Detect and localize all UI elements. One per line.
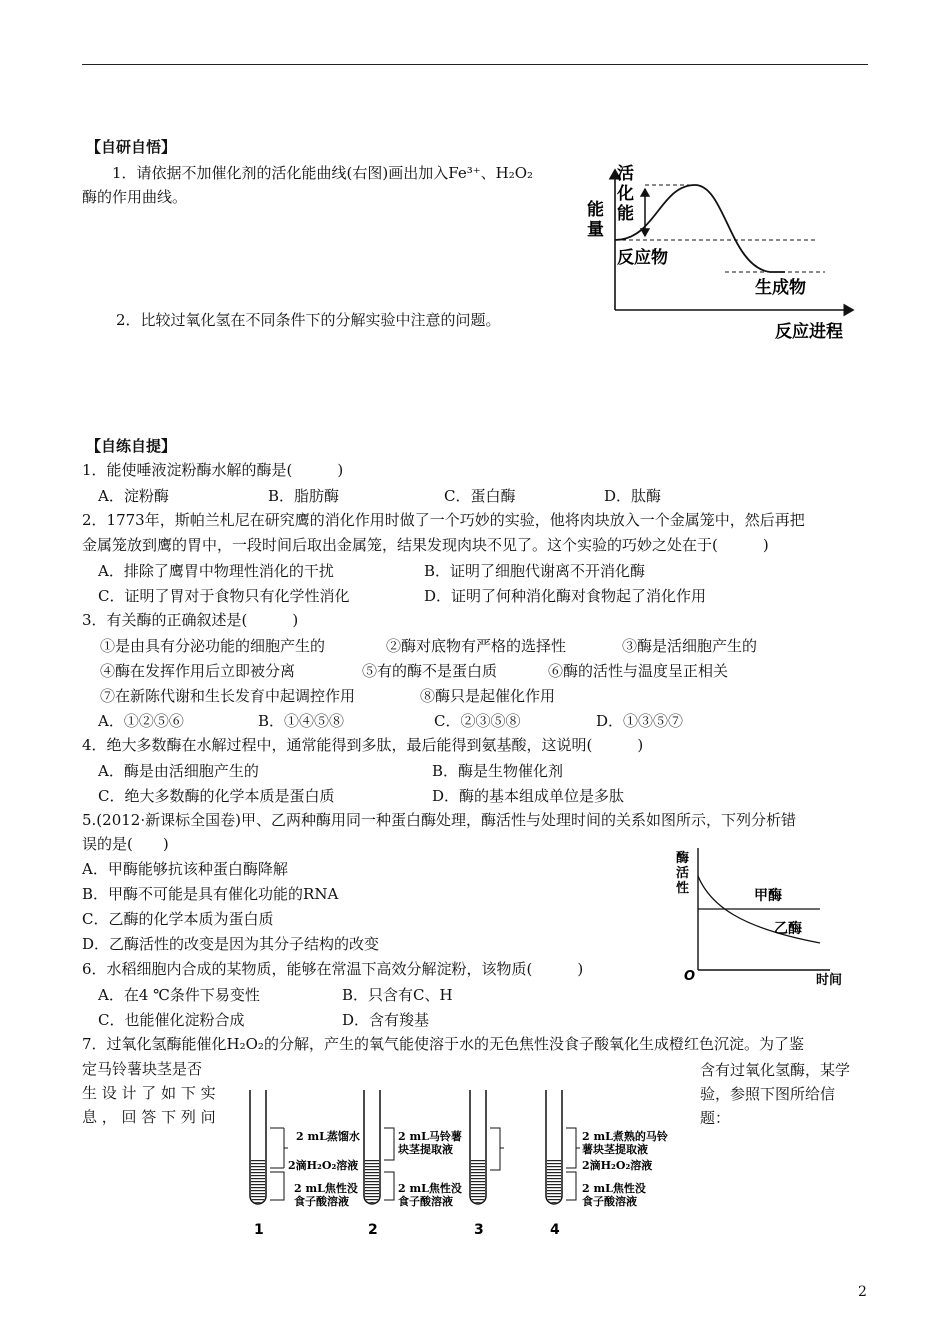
q1-option-c: C．蛋白酶 (444, 487, 516, 505)
q4-option-a: A．酶是由活细胞产生的 (98, 762, 259, 780)
label-reactant: 反应物 (617, 248, 668, 268)
tube1-label-a: 2 mL蒸馏水 (296, 1130, 360, 1143)
ylabel-activity-2: 活 (676, 866, 690, 881)
page-number: 2 (858, 1284, 867, 1300)
tube2-number: 2 (368, 1222, 378, 1238)
q3-option-b: B．①④⑤⑧ (258, 712, 345, 730)
ylabel-activation: 活化能 (617, 164, 634, 224)
q7-right-2: 验，参照下图所给信 (700, 1085, 836, 1103)
header-rule (82, 64, 868, 65)
tube1-number: 1 (254, 1222, 264, 1238)
xlabel-progress: 反应进程 (775, 322, 843, 342)
q4-option-d: D．酶的基本组成单位是多肽 (432, 787, 625, 805)
q6-option-c: C．也能催化淀粉合成 (98, 1011, 245, 1029)
q6-stem: 6．水稻细胞内合成的某物质，能够在常温下高效分解淀粉，该物质( ) (82, 960, 584, 978)
tube2-label-c1: 2 mL焦性没 (398, 1182, 462, 1195)
q3-statement-2: ②酶对底物有严格的选择性 (386, 637, 567, 655)
tube4-label-c1: 2 mL焦性没 (582, 1182, 646, 1195)
q7-left-2: 生 设 计 了 如 下 实 (82, 1084, 216, 1102)
q3-statement-3: ③酶是活细胞产生的 (622, 637, 758, 655)
test-tube-3 (470, 1090, 504, 1204)
test-tube-1 (250, 1090, 288, 1204)
q4-stem: 4．绝大多数酶在水解过程中，通常能得到多肽，最后能得到氨基酸，这说明( ) (82, 736, 644, 754)
tube2-label-c2: 食子酸溶液 (398, 1195, 453, 1208)
q2-option-c: C．证明了胃对于食物只有化学性消化 (98, 587, 350, 605)
test-tubes-diagram (238, 1088, 698, 1238)
q2-option-d: D．证明了何种消化酶对食物起了消化作用 (424, 587, 707, 605)
xlabel-time: 时间 (816, 973, 843, 988)
ylabel-energy: 能量 (587, 200, 604, 240)
q2-line1: 2．1773年，斯帕兰札尼在研究鹰的消化作用时做了一个巧妙的实验，他将肉块放入一个金属笼中，然后再把 (82, 511, 805, 529)
q2-option-b: B．证明了细胞代谢离不开消化酶 (424, 562, 646, 580)
q7-right-1: 含有过氧化氢酶，某学 (700, 1061, 851, 1079)
q2-option-a: A．排除了鹰胃中物理性消化的干扰 (98, 562, 334, 580)
q3-statement-6: ⑥酶的活性与温度呈正相关 (548, 662, 729, 680)
label-jia-enzyme: 甲酶 (754, 888, 782, 904)
ziyan-q1-line2: 酶的作用曲线。 (82, 188, 188, 206)
test-tube-2 (364, 1090, 394, 1204)
tube2-label-a2: 块茎提取液 (398, 1143, 453, 1156)
activation-energy-chart (585, 155, 865, 345)
tube4-label-b: 2滴H₂O₂溶液 (582, 1159, 653, 1172)
q3-stem: 3．有关酶的正确叙述是( ) (82, 611, 299, 629)
q6-option-d: D．含有羧基 (342, 1011, 430, 1029)
enzyme-activity-chart (670, 840, 860, 988)
origin-label: O (684, 969, 696, 984)
q5-option-c: C．乙酶的化学本质为蛋白质 (82, 910, 274, 928)
q5-line2: 误的是( ) (82, 835, 169, 853)
label-product: 生成物 (755, 278, 806, 298)
q1-option-a: A．淀粉酶 (98, 487, 169, 505)
q2-line2: 金属笼放到鹰的胃中，一段时间后取出金属笼，结果发现肉块不见了。这个实验的巧妙之处在于( ) (82, 536, 769, 554)
tube4-label-a1: 2 mL煮熟的马铃 (582, 1130, 668, 1143)
q4-option-b: B．酶是生物催化剂 (432, 762, 564, 780)
q5-line1: 5.(2012·新课标全国卷)甲、乙两种酶用同一种蛋白酶处理，酶活性与处理时间的关系如图所示，下列分析错 (82, 811, 796, 829)
q5-option-b: B．甲酶不可能是具有催化功能的RNA (82, 885, 339, 903)
tube2-label-a1: 2 mL马铃薯 (398, 1130, 462, 1143)
tube4-number: 4 (550, 1222, 560, 1238)
q6-option-b: B．只含有C、H (342, 986, 453, 1004)
q4-option-c: C．绝大多数酶的化学本质是蛋白质 (98, 787, 335, 805)
q3-statement-7: ⑦在新陈代谢和生长发育中起调控作用 (100, 687, 356, 705)
q3-option-c: C．②③⑤⑧ (434, 712, 521, 730)
tube1-label-b: 2滴H₂O₂溶液 (288, 1159, 359, 1172)
section-title-zilian: 【自练自提】 (86, 437, 177, 455)
ylabel-activity-3: 性 (676, 881, 690, 896)
tube1-label-c1: 2 mL焦性没 (294, 1182, 358, 1195)
tube3-number: 3 (474, 1222, 484, 1238)
q5-option-d: D．乙酶活性的改变是因为其分子结构的改变 (82, 935, 380, 953)
tube4-label-c2: 食子酸溶液 (582, 1195, 637, 1208)
label-yi-enzyme: 乙酶 (774, 921, 802, 937)
q7-left-3: 息 ， 回 答 下 列 问 (82, 1108, 216, 1126)
q5-option-a: A．甲酶能够抗该种蛋白酶降解 (82, 860, 288, 878)
ziyan-q2: 2．比较过氧化氢在不同条件下的分解实验中注意的问题。 (116, 311, 501, 329)
q3-option-a: A．①②⑤⑥ (98, 712, 184, 730)
q7-right-3: 题： (700, 1109, 731, 1127)
tube4-label-a2: 薯块茎提取液 (582, 1143, 648, 1156)
q7-left-1: 定马铃薯块茎是否 (82, 1060, 203, 1078)
ziyan-q1-line1: 1．请依据不加催化剂的活化能曲线(右图)画出加入Fe³⁺、H₂O₂ (112, 164, 534, 182)
q1-option-b: B．脂肪酶 (268, 487, 340, 505)
q6-option-a: A．在4 ℃条件下易变性 (98, 986, 260, 1004)
q3-statement-4: ④酶在发挥作用后立即被分离 (100, 662, 296, 680)
q1-option-d: D．肽酶 (604, 487, 662, 505)
section-title-ziyan: 【自研自悟】 (86, 138, 177, 156)
q3-statement-8: ⑧酶只是起催化作用 (420, 687, 556, 705)
q1-stem: 1．能使唾液淀粉酶水解的酶是( ) (82, 461, 344, 479)
tube1-label-c2: 食子酸溶液 (294, 1195, 349, 1208)
test-tube-4 (546, 1090, 580, 1204)
q3-statement-5: ⑤有的酶不是蛋白质 (362, 662, 498, 680)
q3-statement-1: ①是由具有分泌功能的细胞产生的 (100, 637, 326, 655)
q7-line1: 7．过氧化氢酶能催化H₂O₂的分解，产生的氧气能使溶于水的无色焦性没食子酸氧化生成橙红色沉淀。为了鉴 (82, 1035, 804, 1053)
ylabel-activity-1: 酶 (676, 851, 690, 866)
q3-option-d: D．①③⑤⑦ (596, 712, 684, 730)
